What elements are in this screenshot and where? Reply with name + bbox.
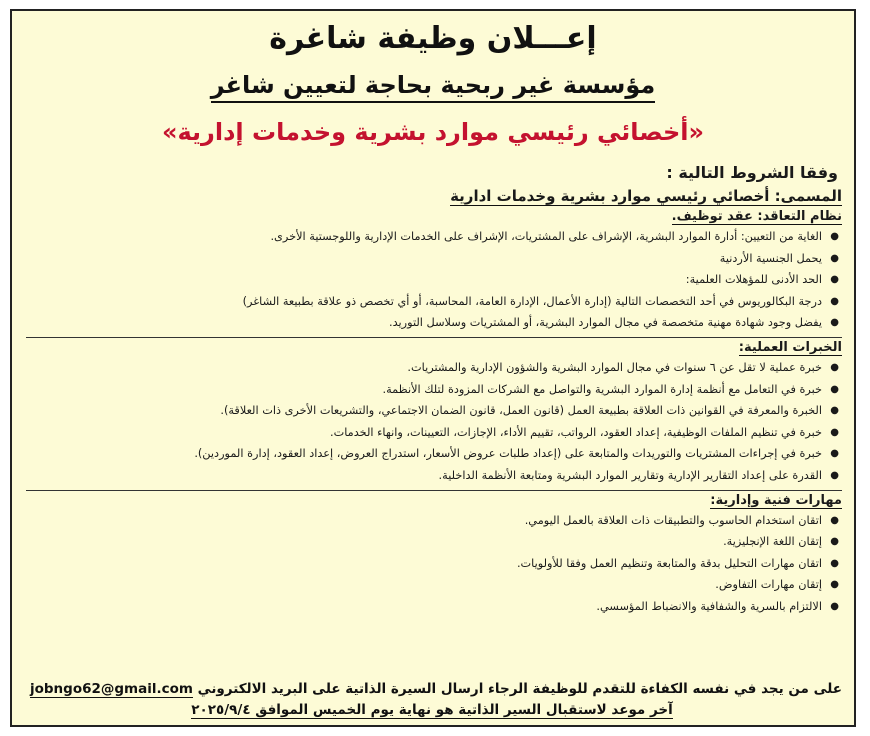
section-divider (26, 337, 842, 338)
bullet-icon: ● (830, 361, 839, 373)
bullet-icon: ● (830, 274, 839, 286)
bullet-icon: ● (830, 536, 839, 548)
bullet-icon: ● (830, 317, 839, 329)
contract-list (26, 226, 842, 334)
experience-heading (26, 339, 842, 357)
organization-line (12, 69, 854, 101)
list-item: ● الحد الأدنى للمؤهلات العلمية: (26, 269, 822, 291)
list-item: ● يفضل وجود شهادة مهنية متخصصة في مجال الموارد البشرية، أو المشتريات وسلاسل التوريد. (26, 312, 822, 334)
bullet-icon: ● (830, 252, 839, 264)
apply-instructions (22, 679, 842, 699)
bullet-icon: ● (830, 469, 839, 481)
list-item: ● القدرة على إعداد التقارير الإدارية وتقارير الموارد البشرية ومتابعة الأنظمة الداخلية. (26, 465, 822, 487)
job-advertisement (10, 9, 856, 727)
deadline-text: آخر موعد لاستقبال السير الذاتية هو نهاية يوم الخميس الموافق ٢٠٢٥/٩/٤ (191, 702, 673, 718)
bullet-icon: ● (830, 383, 839, 395)
list-item: ● اتقان مهارات التحليل بدقة والمتابعة وتنظيم العمل وفقا للأولويات. (26, 553, 822, 575)
job-title-line (26, 185, 842, 207)
list-item: ● خبرة عملية لا تقل عن ٦ سنوات في مجال الموارد البشرية والشؤون الإدارية والمشتريات. (26, 357, 822, 379)
list-item: ● الغاية من التعيين: أدارة الموارد البشرية، الإشراف على المشتريات، الإشراف على الخدمات الإدارية واللوجستية الأخرى. (26, 226, 822, 248)
section-divider (26, 490, 842, 491)
bullet-icon: ● (830, 231, 839, 242)
bullet-icon: ● (830, 600, 839, 612)
job-position-title: «أخصائي رئيسي موارد بشرية وخدمات إدارية» (161, 118, 704, 146)
list-item: ● درجة البكالوريوس في أحد التخصصات التالية (إدارة الأعمال، الإدارة العامة، المحاسبة، أو أي تخصص ذو علاقة بطبيعة الشاغر) (26, 291, 822, 313)
list-item: ● يحمل الجنسية الأردنية (26, 248, 822, 270)
list-item: ● خبرة في تنظيم الملفات الوظيفية، إعداد العقود، الرواتب، تقييم الأداء، الإجازات، التعيينات، وانهاء الخدمات. (26, 422, 822, 444)
skills-heading (26, 492, 842, 510)
list-item: ● الخبرة والمعرفة في القوانين ذات العلاقة بطبيعة العمل (قانون العمل، قانون الضمان الاجتماعي، والتشريعات الأخرى ذات العلاقة). (26, 400, 822, 422)
conditions-heading: وفقا الشروط التالية : (666, 163, 838, 182)
list-item: ● اتقان استخدام الحاسوب والتطبيقات ذات العلاقة بالعمل اليومي. (26, 510, 822, 532)
ad-footer (22, 679, 842, 721)
deadline-line (22, 699, 842, 721)
bullet-icon: ● (830, 579, 839, 591)
bullet-icon: ● (830, 295, 839, 307)
list-item: ● الالتزام بالسرية والشفافية والانضباط المؤسسي. (26, 596, 822, 618)
ad-title: إعـــلان وظيفة شاغرة (269, 21, 597, 56)
bullet-icon: ● (830, 557, 839, 569)
ad-content (26, 161, 842, 618)
list-item: ● خبرة في إجراءات المشتريات والتوريدات والمتابعة على (إعداد طلبات عروض الأسعار، استدراج العروض، إعداد العقود، إدارة الموردين). (26, 443, 822, 465)
list-item: ● إتقان اللغة الإنجليزية. (26, 531, 822, 553)
contact-email[interactable]: jobngo62@gmail.com (29, 681, 193, 697)
contract-heading (26, 208, 842, 226)
bullet-icon: ● (830, 426, 839, 438)
list-item: ● خبرة في التعامل مع أنظمة إدارة الموارد البشرية والتواصل مع الشركات المزودة لتلك الأنظمة. (26, 379, 822, 401)
skills-heading-text: مهارات فنية وإدارية: (710, 492, 842, 508)
experience-list (26, 357, 842, 487)
experience-heading-text: الخبرات العملية: (738, 339, 842, 355)
bullet-icon: ● (830, 514, 839, 526)
apply-text: على من يجد في نفسه الكفاءة للتقدم للوظيفة الرجاء ارسال السيرة الذاتية على البريد الالكتروني (197, 681, 842, 697)
job-title-text: المسمى: أخصائي رئيسي موارد بشرية وخدمات ادارية (450, 187, 842, 205)
bullet-icon: ● (830, 405, 839, 417)
list-item: ● إتقان مهارات التفاوض. (26, 574, 822, 596)
bullet-icon: ● (830, 448, 839, 460)
skills-list (26, 510, 842, 618)
organization-text: مؤسسة غير ربحية بحاجة لتعيين شاغر (211, 71, 656, 103)
contract-text: نظام التعاقد: عقد توظيف. (671, 209, 842, 224)
